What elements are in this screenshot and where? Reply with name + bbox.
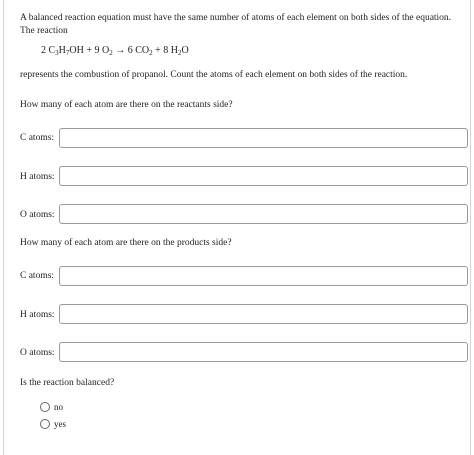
radio-option-yes[interactable]: [40, 417, 66, 431]
equation-part: OH + 9 O: [69, 45, 110, 56]
products-o-label: O atoms:: [20, 348, 55, 358]
balanced-question: Is the reaction balanced?: [20, 378, 115, 388]
reactants-h-input[interactable]: [59, 166, 468, 186]
reactants-o-label: O atoms:: [20, 210, 55, 220]
equation-subscript: 2: [178, 49, 182, 57]
products-h-label: H atoms:: [20, 310, 55, 320]
reactants-question: How many of each atom are there on the reactants side?: [20, 100, 233, 110]
products-o-input[interactable]: [59, 342, 468, 362]
radio-label-no[interactable]: no: [54, 401, 63, 412]
intro-text-line2: The reaction: [20, 26, 68, 36]
equation-subscript: 2: [149, 49, 153, 57]
radio-button[interactable]: [40, 419, 50, 429]
reactants-c-input[interactable]: [59, 128, 468, 148]
reactants-c-label: C atoms:: [20, 133, 55, 143]
reactants-h-label: H atoms:: [20, 172, 55, 182]
equation-subscript: 3: [55, 49, 59, 57]
equation-part: O: [181, 45, 189, 56]
radio-label-yes[interactable]: yes: [54, 418, 66, 429]
intro-text-line1: A balanced reaction equation must have the same number of atoms of each element on both sides of the equation.: [20, 13, 452, 23]
equation-subscript: 2: [109, 49, 113, 57]
intro-text-line3: represents the combustion of propanol. Count the atoms of each element on both sides of the reaction.: [20, 70, 408, 80]
reactants-o-input[interactable]: [59, 204, 468, 224]
equation-part: + 8 H: [152, 45, 178, 56]
radio-button[interactable]: [40, 402, 50, 412]
reaction-equation: [41, 44, 189, 57]
equation-part: H: [58, 45, 66, 56]
products-h-input[interactable]: [59, 304, 468, 324]
question-panel: [3, 0, 471, 455]
radio-option-no[interactable]: [40, 400, 63, 414]
products-c-input[interactable]: [59, 266, 468, 286]
equation-part: → 6 CO: [112, 45, 150, 56]
products-c-label: C atoms:: [20, 271, 55, 281]
equation-part: 2 C: [41, 45, 56, 56]
equation-subscript: 7: [65, 49, 70, 57]
products-question: How many of each atom are there on the products side?: [20, 238, 232, 248]
